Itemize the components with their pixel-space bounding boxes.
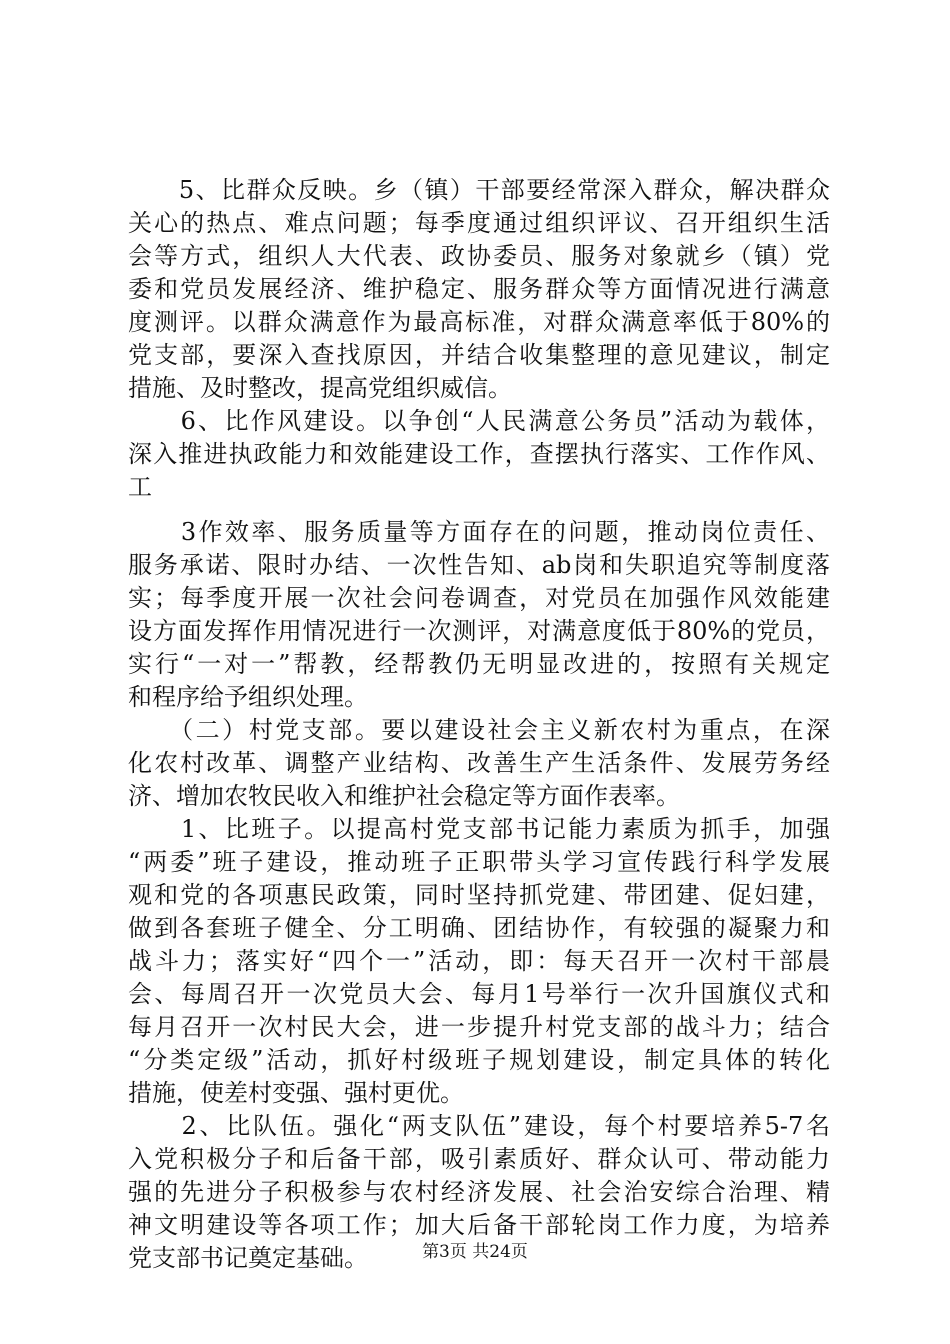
document-body bbox=[128, 174, 830, 1275]
text-line: “分类定级”活动，抓好村级班子规划建设，制定具体的转化 bbox=[128, 1046, 830, 1074]
text-line: 和程序给予组织处理。 bbox=[128, 683, 368, 711]
text-line: 设方面发挥作用情况进行一次测评，对满意度低于80%的党员， bbox=[128, 617, 830, 645]
text-line: 措施，使差村变强、强村更优。 bbox=[128, 1079, 464, 1107]
text-line: 党支部，要深入查找原因，并结合收集整理的意见建议，制定 bbox=[128, 341, 830, 369]
text-line: 5、比群众反映。乡（镇）干部要经常深入群众，解决群众 bbox=[128, 176, 830, 204]
text-line: 化农村改革、调整产业结构、改善生产生活条件、发展劳务经 bbox=[128, 749, 830, 777]
text-line: 会、每周召开一次党员大会、每月1号举行一次升国旗仪式和 bbox=[128, 980, 830, 1008]
page-number-footer: 第3页 共24页 bbox=[422, 1242, 528, 1262]
text-line: 做到各套班子健全、分工明确、团结协作，有较强的凝聚力和 bbox=[128, 914, 830, 942]
text-line: 实行“一对一”帮教，经帮教仍无明显改进的，按照有关规定 bbox=[128, 650, 830, 678]
text-line: 2、比队伍。强化“两支队伍”建设，每个村要培养5-7名 bbox=[128, 1112, 830, 1140]
text-line: （二）村党支部。要以建设社会主义新农村为重点，在深 bbox=[128, 716, 830, 744]
text-line: 每月召开一次村民大会，进一步提升村党支部的战斗力；结合 bbox=[128, 1013, 830, 1041]
text-line: 强的先进分子积极参与农村经济发展、社会治安综合治理、精 bbox=[128, 1178, 830, 1206]
text-line: 6、比作风建设。以争创“人民满意公务员”活动为载体， bbox=[128, 407, 830, 435]
text-line: 3作效率、服务质量等方面存在的问题，推动岗位责任、 bbox=[128, 518, 830, 546]
text-line: 关心的热点、难点问题；每季度通过组织评议、召开组织生活 bbox=[128, 209, 830, 237]
text-line: 观和党的各项惠民政策，同时坚持抓党建、带团建、促妇建， bbox=[128, 881, 830, 909]
text-line: 度测评。以群众满意作为最高标准，对群众满意率低于80%的 bbox=[128, 308, 830, 336]
text-line: “两委”班子建设，推动班子正职带头学习宣传践行科学发展 bbox=[128, 848, 830, 876]
text-line: 工 bbox=[128, 473, 152, 501]
page-break-gap bbox=[128, 504, 830, 516]
text-line: 服务承诺、限时办结、一次性告知、ab岗和失职追究等制度落 bbox=[128, 551, 830, 579]
text-line: 会等方式，组织人大代表、政协委员、服务对象就乡（镇）党 bbox=[128, 242, 830, 270]
text-line: 神文明建设等各项工作；加大后备干部轮岗工作力度，为培养 bbox=[128, 1211, 830, 1239]
text-line: 入党积极分子和后备干部，吸引素质好、群众认可、带动能力 bbox=[128, 1145, 830, 1173]
text-line: 党支部书记奠定基础。 bbox=[128, 1244, 368, 1272]
text-line: 深入推进执政能力和效能建设工作，查摆执行落实、工作作风、 bbox=[128, 440, 830, 468]
text-line: 措施、及时整改，提高党组织威信。 bbox=[128, 374, 512, 402]
text-line: 济、增加农牧民收入和维护社会稳定等方面作表率。 bbox=[128, 782, 680, 810]
text-line: 1、比班子。以提高村党支部书记能力素质为抓手，加强 bbox=[128, 815, 830, 843]
text-line: 战斗力；落实好“四个一”活动，即：每天召开一次村干部晨 bbox=[128, 947, 830, 975]
text-line: 实；每季度开展一次社会问卷调查，对党员在加强作风效能建 bbox=[128, 584, 830, 612]
text-line: 委和党员发展经济、维护稳定、服务群众等方面情况进行满意 bbox=[128, 275, 830, 303]
